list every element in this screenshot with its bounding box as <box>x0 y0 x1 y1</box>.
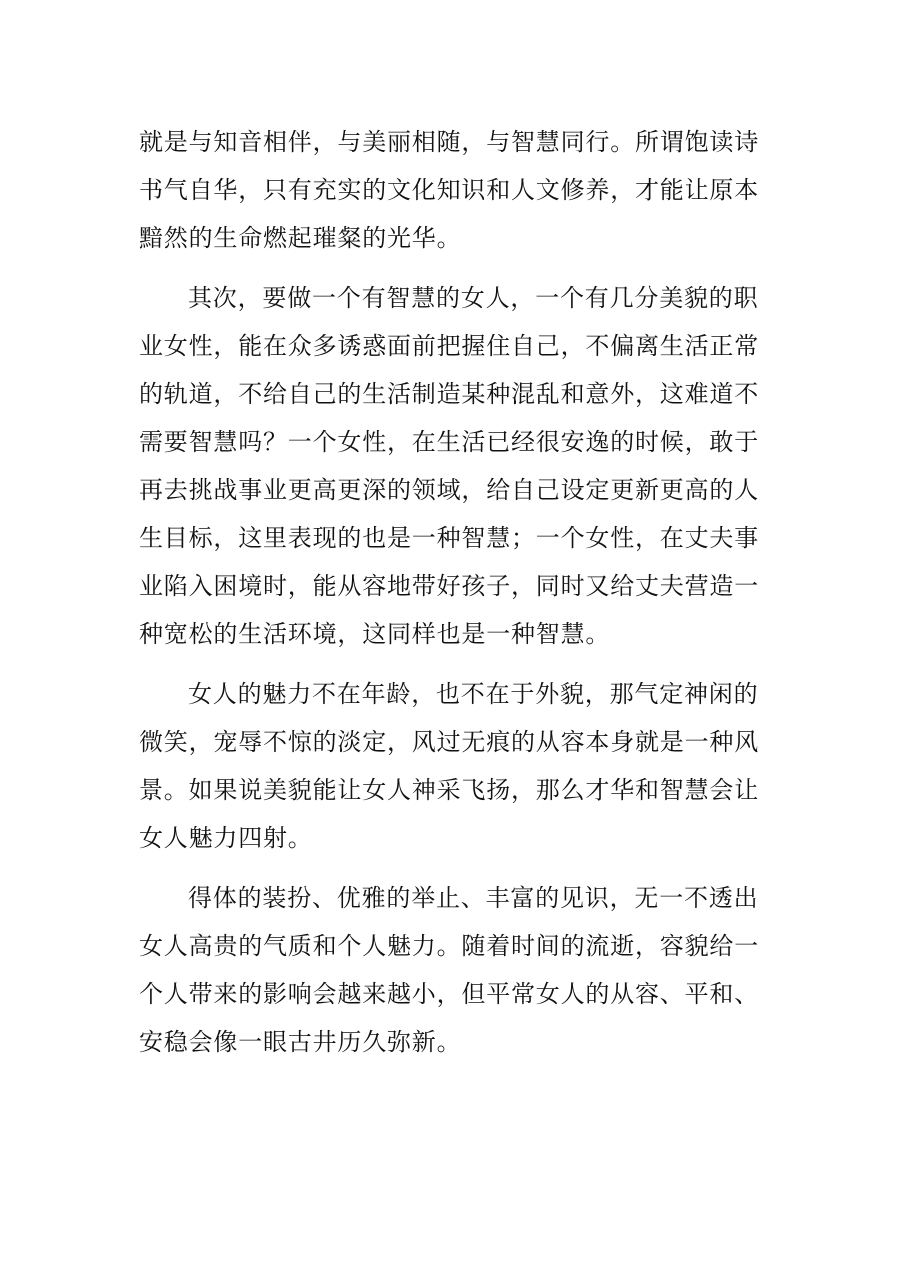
paragraph-line: 的轨道，不给自己的生活制造某种混乱和意外，这难道不 <box>139 380 759 408</box>
paragraph-line: 女人的魅力不在年龄，也不在于外貌，那气定神闲的 <box>188 680 759 708</box>
paragraph-line: 女人魅力四射。 <box>139 824 313 852</box>
paragraph-line: 安稳会像一眼古井历久弥新。 <box>139 1028 462 1056</box>
paragraph-line: 种宽松的生活环境，这同样也是一种智慧。 <box>139 620 611 648</box>
paragraph-line: 生目标，这里表现的也是一种智慧；一个女性，在丈夫事 <box>139 524 759 552</box>
paragraph-line: 业陷入困境时，能从容地带好孩子，同时又给丈夫营造一 <box>139 572 759 600</box>
paragraph-line: 黯然的生命燃起璀粲的光华。 <box>139 224 462 252</box>
paragraph-line: 得体的装扮、优雅的举止、丰富的见识，无一不透出 <box>188 884 759 912</box>
paragraph-line: 个人带来的影响会越来越小，但平常女人的从容、平和、 <box>139 980 759 1008</box>
paragraph-line: 再去挑战事业更高更深的领域，给自己设定更新更高的人 <box>139 476 759 504</box>
paragraph-line: 女人高贵的气质和个人魅力。随着时间的流逝，容貌给一 <box>139 932 759 960</box>
paragraph-line: 需要智慧吗？一个女性，在生活已经很安逸的时候，敢于 <box>139 428 759 456</box>
document-body <box>139 118 779 1066</box>
paragraph-line: 就是与知音相伴，与美丽相随，与智慧同行。所谓饱读诗 <box>139 128 759 156</box>
paragraph-2 <box>139 274 779 658</box>
paragraph-1 <box>139 118 779 262</box>
paragraph-line: 其次，要做一个有智慧的女人，一个有几分美貌的职 <box>188 284 759 312</box>
paragraph-line: 书气自华，只有充实的文化知识和人文修养，才能让原本 <box>139 176 759 204</box>
paragraph-4 <box>139 874 779 1066</box>
paragraph-line: 微笑，宠辱不惊的淡定，风过无痕的从容本身就是一种风 <box>139 728 759 756</box>
paragraph-3 <box>139 670 779 862</box>
paragraph-line: 业女性，能在众多诱惑面前把握住自己，不偏离生活正常 <box>139 332 759 360</box>
paragraph-line: 景。如果说美貌能让女人神采飞扬，那么才华和智慧会让 <box>139 776 759 804</box>
